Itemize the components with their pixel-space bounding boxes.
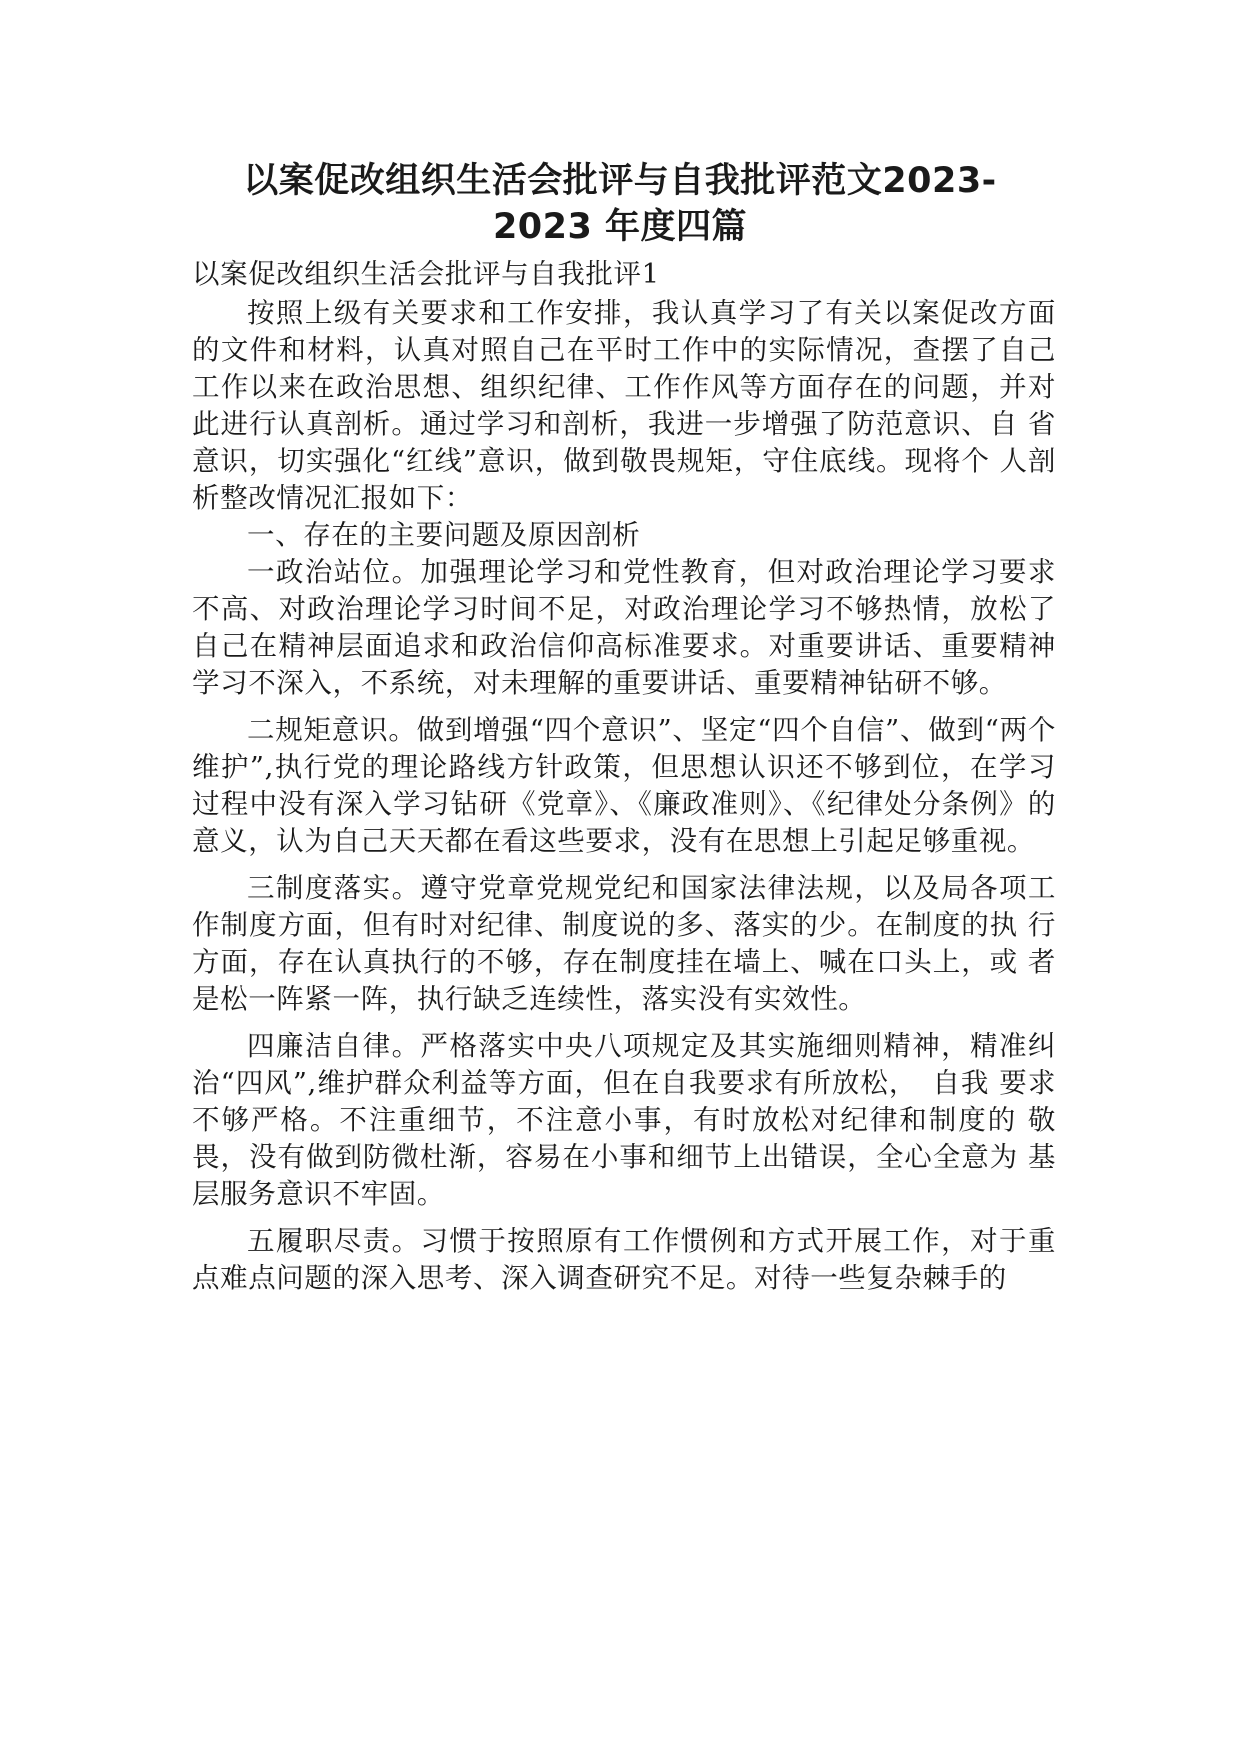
document-title-line-2: 2023 年度四篇	[492, 207, 748, 247]
paragraph-duty-performance: 五履职尽责。习惯于按照原有工作惯例和方式开展工作，对于重点难点问题的深入思考、深入调查研究不足。对待一些复杂棘手的	[192, 1225, 1056, 1294]
paragraph-political-stance: 一政治站位。加强理论学习和党性教育，但对政治理论学习要求 不高、对政治理论学习时间不足，对政治理论学习不够热情，放松了 自己在精神层面追求和政治信仰高标准要求。对重要讲话、重要精神 学习不深入，不系统，对未理解的重要讲话、重要精神钻研不够。	[192, 556, 1056, 699]
section-subtitle: 以案促改组织生活会批评与自我批评1	[192, 258, 660, 290]
section-heading: 一、存在的主要问题及原因剖析	[247, 519, 641, 551]
paragraph-integrity-self-discipline: 四廉洁自律。严格落实中央八项规定及其实施细则精神，精准纠治“四风”,维护群众利益等方面，但在自我要求有所放松， 自我 要求不够严格。不注重细节，不注意小事，有时放松对纪律和制度的 敬畏，没有做到防微杜渐，容易在小事和细节上出错误，全心全意为 基层服务意识不牢固。	[192, 1030, 1056, 1210]
paragraph-system-implementation: 三制度落实。遵守党章党规党纪和国家法律法规，以及局各项工作制度方面，但有时对纪律、制度说的多、落实的少。在制度的执 行方面，存在认真执行的不够，存在制度挂在墙上、喊在口头上，或 者是松一阵紧一阵，执行缺乏连续性，落实没有实效性。	[192, 872, 1056, 1015]
document-body	[192, 256, 1056, 1297]
paragraph-rules-awareness: 二规矩意识。做到增强“四个意识”、坚定“四个自信”、做到“两个维护”,执行党的理论路线方针政策，但思想认识还不够到位，在学习过程中没有深入学习钻研《党章》、《廉政准则》、《纪律处分条例》的意义，认为自己天天都在看这些要求，没有在思想上引起足够重视。	[192, 714, 1056, 857]
document-title-line-1: 以案促改组织生活会批评与自我批评范文2023-	[243, 161, 997, 201]
intro-paragraph: 按照上级有关要求和工作安排，我认真学习了有关以案促改方面的文件和材料，认真对照自己在平时工作中的实际情况，查摆了自己工作以来在政治思想、组织纪律、工作作风等方面存在的问题，并对此进行认真剖析。通过学习和剖析，我进一步增强了防范意识、自 省意识，切实强化“红线”意识，做到敬畏规矩，守住底线。现将个 人剖析整改情况汇报如下：	[192, 297, 1056, 514]
